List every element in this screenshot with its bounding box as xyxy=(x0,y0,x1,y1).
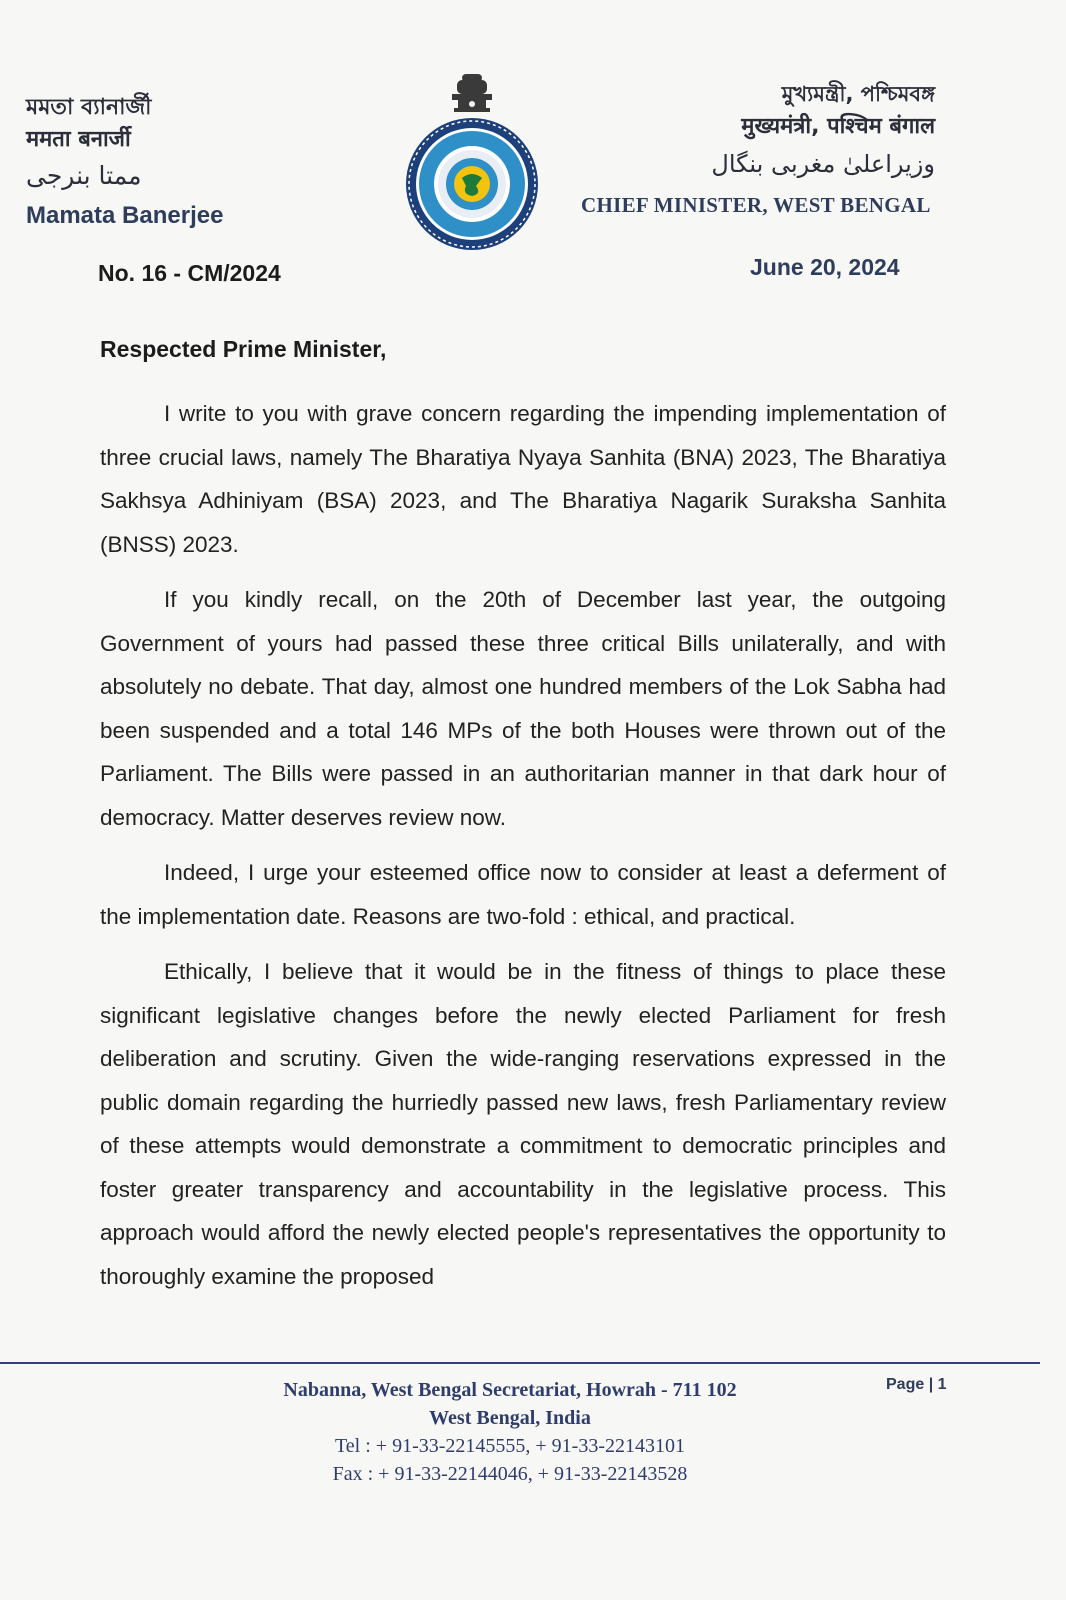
sender-name-urdu: ممتا بنرجی xyxy=(26,161,142,190)
designation-block xyxy=(575,78,935,220)
sender-block xyxy=(26,92,286,234)
salutation: Respected Prime Minister, xyxy=(100,336,387,362)
state-emblem-icon xyxy=(402,72,542,252)
footer-address xyxy=(200,1376,820,1488)
designation-bengali: মুখ্যমন্ত্রী, পশ্চিমবঙ্গ xyxy=(781,82,935,106)
reference-number: No. 16 - CM/2024 xyxy=(98,260,281,286)
footer-address-line1: Nabanna, West Bengal Secretariat, Howrah - 711 102 xyxy=(283,1379,737,1401)
letter-body xyxy=(100,392,946,1310)
footer-address-line2: West Bengal, India xyxy=(429,1407,591,1429)
paragraph: If you kindly recall, on the 20th of December last year, the outgoing Government of yours had passed these three critical Bills unilaterally, and with absolutely no debate. That day, almost one hundred members of the Lok Sabha had been suspended and a total 146 MPs of the both Houses were thrown out of the Parliament. The Bills were passed in an authoritarian manner in that dark hour of democracy. Matter deserves review now. xyxy=(100,587,946,830)
footer-divider xyxy=(0,1362,1040,1364)
designation-english: CHIEF MINISTER, WEST BENGAL xyxy=(581,193,931,217)
footer-telephone: Tel : + 91-33-22145555, + 91-33-22143101 xyxy=(334,1435,685,1457)
letter-date: June 20, 2024 xyxy=(750,254,900,280)
designation-urdu: وزیراعلیٰ مغربی بنگال xyxy=(711,150,935,178)
sender-name-bengali: মমতা ব্যানার্জী xyxy=(26,95,152,120)
paragraph: Ethically, I believe that it would be in the fitness of things to place these significant legislative changes before the newly elected Parliament for fresh deliberation and scrutiny. Given the wide-ranging reservations expressed in the public domain regarding the hurriedly passed new laws, fresh Parliamentary review of these attempts would demonstrate a commitment to democratic principles and foster greater transparency and accountability in the legislative process. This approach would afford the newly elected people's representatives the opportunity to thoroughly examine the proposed xyxy=(100,959,946,1289)
sender-name-english: Mamata Banerjee xyxy=(26,202,224,229)
paragraph: I write to you with grave concern regarding the impending implementation of three crucial laws, namely The Bharatiya Nyaya Sanhita (BNA) 2023, The Bharatiya Sakhsya Adhiniyam (BSA) 2023, and The Bharatiya Nagarik Suraksha Sanhita (BNSS) 2023. xyxy=(100,401,946,557)
page-number: Page | 1 xyxy=(886,1376,947,1393)
footer-fax: Fax : + 91-33-22144046, + 91-33-22143528 xyxy=(332,1463,688,1485)
designation-hindi: मुख्यमंत्री, पश्चिम बंगाल xyxy=(741,114,935,139)
paragraph: Indeed, I urge your esteemed office now to consider at least a deferment of the implementation date. Reasons are two-fold : ethical, and practical. xyxy=(100,860,946,929)
sender-name-hindi: ममता बनार्जी xyxy=(26,127,131,152)
